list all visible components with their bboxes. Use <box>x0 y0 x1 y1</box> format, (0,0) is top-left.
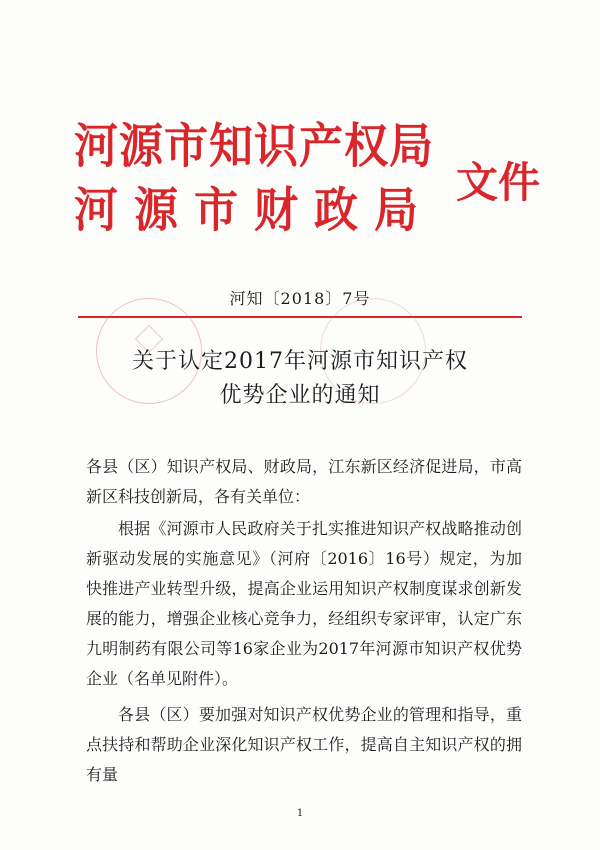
document-label: 文件 <box>456 158 541 207</box>
notice-title-line-1: 关于认定2017年河源市知识产权 <box>132 349 468 374</box>
document-number: 河知〔2018〕7号 <box>229 289 371 308</box>
page-number: 1 <box>296 808 304 819</box>
notice-title-line-2: 优势企业的通知 <box>219 383 381 408</box>
body-paragraph-1: 根据《河源市人民政府关于扎实推进知识产权战略推动创新驱动发展的实施意见》（河府〔2016〕16号）规定，为加快推进产业转型升级，提高企业运用知识产权制度谋求创新发展的能力，增强企业核心竞争力，经组织专家评审，认定广东九明制药有限公司等16家企业为2017年河源市知识产权优势企业（名单见附件）。 <box>86 519 522 688</box>
salutation: 各县（区）知识产权局、财政局，江东新区经济促进局，市高新区科技创新局，各有关单位： <box>86 457 522 506</box>
body-paragraph-2: 各县（区）要加强对知识产权优势企业的管理和指导，重点扶持和帮助企业深化知识产权工作，提高自主知识产权的拥有量 <box>86 705 522 784</box>
issuing-org-2: 河源市财政局 <box>74 183 434 239</box>
letterhead <box>74 118 541 248</box>
issuing-org-1: 河源市知识产权局 <box>74 119 434 175</box>
